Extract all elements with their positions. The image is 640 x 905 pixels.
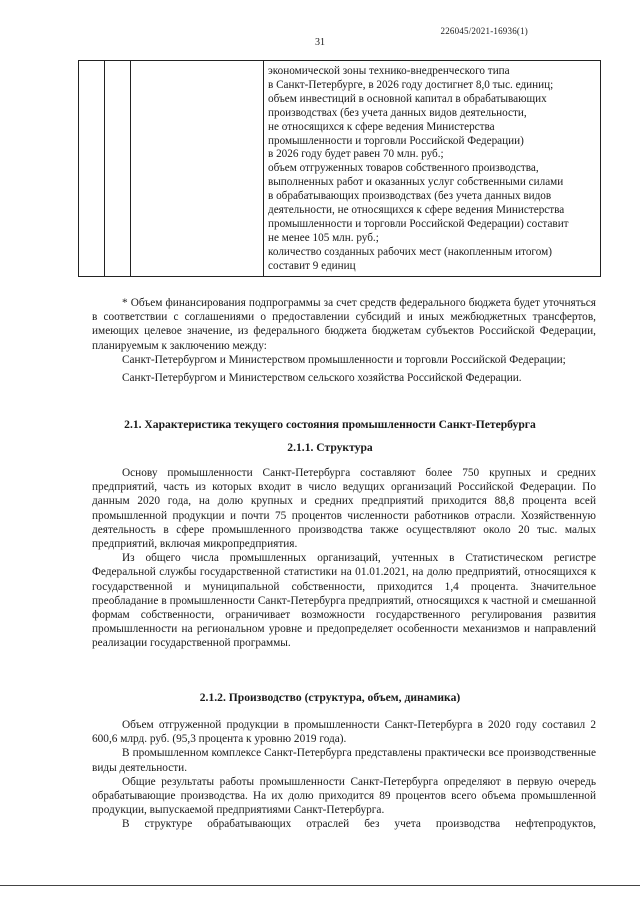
subsection-heading: 2.1.1. Структура bbox=[287, 441, 373, 454]
table-text-line: промышленности и торговли Российской Федерации) составит bbox=[268, 217, 569, 230]
footnote-paragraph: Санкт-Петербургом и Министерством сельского хозяйства Российской Федерации. bbox=[122, 372, 522, 385]
body-paragraph: В промышленном комплексе Санкт-Петербурга представлены практически все производственные виды деятельности. bbox=[92, 747, 596, 774]
body-paragraph: В структуре обрабатывающих отраслей без учета производства нефтепродуктов, bbox=[122, 818, 596, 831]
table-text-line: в Санкт-Петербурге, в 2026 году достигнет 8,0 тыс. единиц; bbox=[268, 78, 554, 91]
table-cell-name bbox=[131, 61, 264, 277]
table-text-line: объем отгруженных товаров собственного производства, bbox=[268, 162, 539, 175]
table-row bbox=[79, 61, 601, 277]
table-cell-number bbox=[79, 61, 105, 277]
table-text-line: деятельности, не относящихся к сфере ведения Министерства bbox=[268, 204, 565, 217]
table-text-line: производствах (без учета данных видов деятельности, bbox=[268, 106, 527, 119]
table-text-line: в 2026 году будет равен 70 млн. руб.; bbox=[268, 148, 444, 161]
table-text-line: составит 9 единиц bbox=[268, 259, 356, 272]
body-paragraph: Общие результаты работы промышленности Санкт-Петербурга определяют в первую очередь обрабатывающие производства. На их долю приходится 89 процентов всего объема промышленной продукции, выпускаемой предприятиями Санкт-Петербурга. bbox=[92, 775, 596, 817]
subsection-heading: 2.1.2. Производство (структура, объем, динамика) bbox=[199, 691, 461, 704]
table-text-line: не относящихся к сфере ведения Министерства bbox=[268, 120, 495, 133]
page-number: 31 bbox=[315, 37, 325, 48]
body-paragraph: Объем отгруженной продукции в промышленности Санкт-Петербурга в 2020 году составил 2 600,6 млрд. руб. (95,3 процента к уровню 2019 года). bbox=[92, 719, 596, 746]
table-text-line: не менее 105 млн. руб.; bbox=[268, 231, 379, 244]
table-text-line: объем инвестиций в основной капитал в обрабатывающих bbox=[268, 92, 547, 105]
body-paragraph: Из общего числа промышленных организаций, учтенных в Статистическом регистре Федеральной службы государственной статистики на 01.01.2021, на долю предприятий, относящихся к государственной и муниципальной собственности, приходится 1,4 процента. Значительное преобладание в промышленности Санкт-Петербурга предприятий, относящихся к частной и смешанной формам собственности, ограничивает возможности государственного регулирования развития промышленности на региональном уровне и предопределяет особенности механизмов и направлений реализации государственной программы. bbox=[92, 552, 596, 650]
table-text-line: количество созданных рабочих мест (накопленным итогом) bbox=[268, 245, 552, 258]
document-id: 226045/2021-16936(1) bbox=[440, 26, 528, 36]
footnote-paragraph: Санкт-Петербургом и Министерством промышленности и торговли Российской Федерации; bbox=[122, 353, 566, 366]
continued-table bbox=[78, 60, 601, 277]
footnote-paragraph: * Объем финансирования подпрограммы за счет средств федерального бюджета будет уточняться в соответствии с соглашениями о предоставлении субсидий и иных межбюджетных трансфертов, имеющих целевое значение, из федерального бюджета бюджетам субъектов Российской Федерации, планируемым к заключению между: bbox=[92, 297, 596, 352]
table-text-line: экономической зоны технико-внедренческого типа bbox=[268, 65, 510, 77]
body-paragraph: Основу промышленности Санкт-Петербурга составляют более 750 крупных и средних предприятий, часть из которых входит в число ведущих организаций Российской Федерации. По данным 2020 года, на долю крупных и средних предприятий приходится 88,8 процента всей промышленной продукции и почти 75 процентов численности работников отрасли. Хозяйственную деятельность в сфере промышленного производства также осуществляют около 20 тыс. малых предприятий, включая микропредприятия. bbox=[92, 467, 596, 551]
table-text-line: промышленности и торговли Российской Федерации) bbox=[268, 134, 524, 147]
scan-edge-line bbox=[0, 885, 640, 886]
structure-section bbox=[92, 466, 596, 651]
table-text-line: в обрабатывающих производствах (без учета данных видов bbox=[268, 190, 552, 203]
footnote-block bbox=[92, 296, 596, 385]
table-text-line: выполненных работ и оказанных услуг собственными силами bbox=[268, 176, 564, 189]
table-cell-results bbox=[264, 61, 601, 277]
table-cell-code bbox=[105, 61, 131, 277]
section-heading: 2.1. Характеристика текущего состояния промышленности Санкт-Петербурга bbox=[124, 418, 536, 431]
production-section bbox=[92, 718, 596, 832]
